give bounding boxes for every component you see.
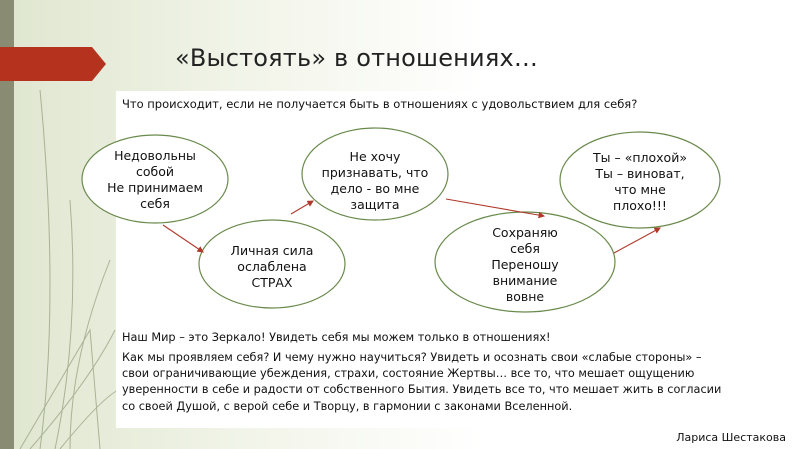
arrow-4-5	[614, 228, 660, 253]
body-paragraph: Как мы проявляем себя? И чему нужно научиться? Увидеть и осознать свои «слабые стороны» – свои ограничивающие убеждения, страхи, состояние Жертвы… все то, что мешает ощущению уверенности в себе и радости от собственного Бытия. Увидеть все то, что мешает жить в согласии со своей Душой, с верой себе и Творцу, в гармонии с законами Вселенной.	[122, 351, 722, 413]
question-text: Что происходит, если не получается быть в отношениях с удовольствием для себя?	[122, 97, 638, 111]
arrow-3-4	[446, 199, 544, 216]
node-text-3: Не хочу признавать, что дело - во мне защита	[321, 149, 429, 212]
arrow-2-3	[291, 201, 313, 214]
node-text-5: Ты – «плохой» Ты – виноват, что мне плохо!!!	[593, 150, 687, 213]
author-name: Лариса Шестакова	[676, 431, 786, 444]
node-text-4: Сохраняю себя Переношу внимание вовне	[491, 225, 559, 304]
slide-title: «Выстоять» в отношениях…	[175, 44, 539, 72]
node-text-2: Личная сила ослаблена СТРАХ	[230, 243, 314, 290]
mirror-statement: Наш Мир – это Зеркало! Увидеть себя мы можем только в отношениях!	[122, 331, 551, 344]
node-text-1: Недовольны собой Не принимаем себя	[107, 148, 203, 211]
arrow-1-2	[163, 225, 203, 252]
